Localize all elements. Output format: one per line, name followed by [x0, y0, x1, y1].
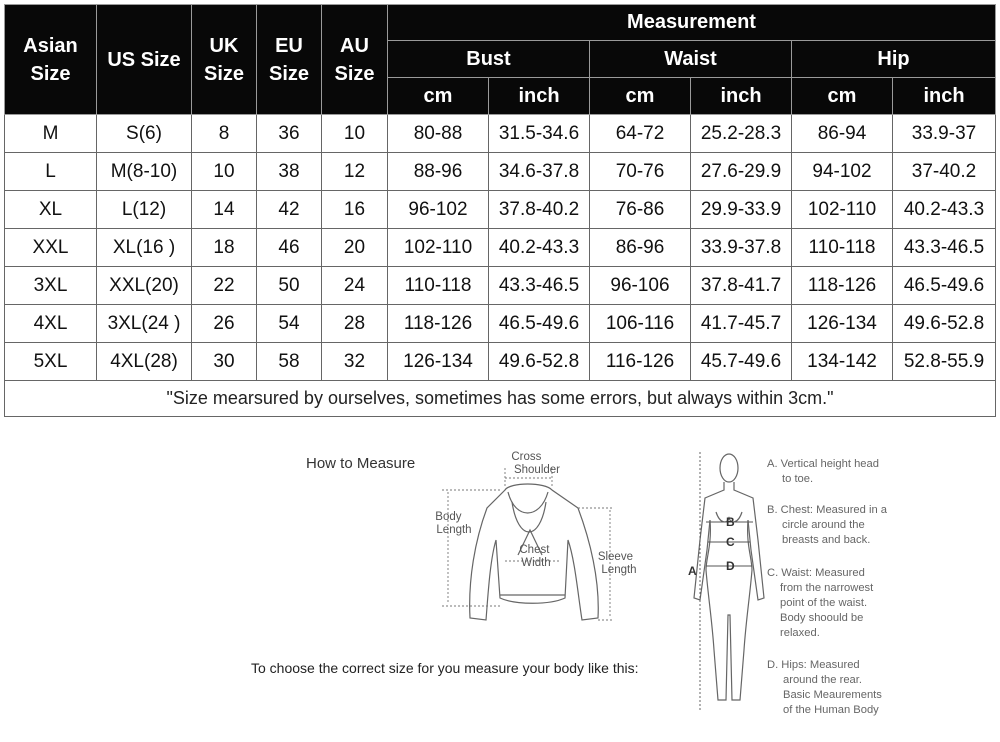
size-table-body [5, 115, 996, 381]
sleeve-length-label: Sleeve Length [597, 551, 637, 576]
cell-us-size: 4XL(28) [97, 343, 192, 381]
chest-width-label: Chest Width [519, 544, 551, 569]
note-c: C. Waist: Measured from the narrowest point of the waist. Body shoould be relaxed. [767, 567, 874, 639]
cell-au-size: 32 [322, 343, 388, 381]
cell-hip-cm: 94-102 [792, 153, 893, 191]
cell-hip-cm: 118-126 [792, 267, 893, 305]
cell-uk-size: 30 [192, 343, 257, 381]
cell-eu-size: 50 [257, 267, 322, 305]
cell-bust-cm: 110-118 [388, 267, 489, 305]
cell-hip-cm: 134-142 [792, 343, 893, 381]
cell-bust-cm: 88-96 [388, 153, 489, 191]
cell-us-size: L(12) [97, 191, 192, 229]
cell-eu-size: 54 [257, 305, 322, 343]
header-hip-cm: cm [792, 78, 893, 115]
cell-waist-inch: 41.7-45.7 [691, 305, 792, 343]
body-length-label: Body Length [435, 511, 472, 536]
body-figure [694, 454, 764, 700]
cell-waist-inch: 37.8-41.7 [691, 267, 792, 305]
cell-asian-size: XXL [5, 229, 97, 267]
cell-eu-size: 42 [257, 191, 322, 229]
cell-us-size: M(8-10) [97, 153, 192, 191]
cell-asian-size: M [5, 115, 97, 153]
cell-uk-size: 22 [192, 267, 257, 305]
header-uk-size: UK Size [192, 5, 257, 115]
cell-eu-size: 38 [257, 153, 322, 191]
cell-us-size: XL(16 ) [97, 229, 192, 267]
cell-hip-cm: 86-94 [792, 115, 893, 153]
table-row [5, 153, 996, 191]
cell-eu-size: 36 [257, 115, 322, 153]
header-bust-cm: cm [388, 78, 489, 115]
cell-waist-cm: 64-72 [590, 115, 691, 153]
cell-uk-size: 10 [192, 153, 257, 191]
cell-uk-size: 8 [192, 115, 257, 153]
header-hip-inch: inch [893, 78, 996, 115]
note-a: A. Vertical height head to toe. [767, 458, 879, 485]
cell-hip-inch: 49.6-52.8 [893, 305, 996, 343]
cell-au-size: 28 [322, 305, 388, 343]
cell-uk-size: 26 [192, 305, 257, 343]
cell-bust-inch: 46.5-49.6 [489, 305, 590, 343]
header-measurement: Measurement [388, 5, 996, 41]
cell-hip-inch: 43.3-46.5 [893, 229, 996, 267]
table-row [5, 343, 996, 381]
header-us-size: US Size [97, 5, 192, 115]
header-bust-inch: inch [489, 78, 590, 115]
cross-shoulder-label: Cross Shoulder [511, 451, 561, 476]
cell-bust-inch: 37.8-40.2 [489, 191, 590, 229]
cell-hip-inch: 37-40.2 [893, 153, 996, 191]
cell-bust-cm: 126-134 [388, 343, 489, 381]
cell-hip-inch: 40.2-43.3 [893, 191, 996, 229]
header-eu-size: EU Size [257, 5, 322, 115]
cell-uk-size: 18 [192, 229, 257, 267]
cell-bust-cm: 118-126 [388, 305, 489, 343]
body-letters: A B C D [688, 515, 735, 578]
note-b: B. Chest: Measured in a circle around the breasts and back. [767, 504, 888, 546]
cell-asian-size: XL [5, 191, 97, 229]
cell-waist-inch: 27.6-29.9 [691, 153, 792, 191]
cell-us-size: 3XL(24 ) [97, 305, 192, 343]
cell-waist-inch: 29.9-33.9 [691, 191, 792, 229]
cell-asian-size: 3XL [5, 267, 97, 305]
cell-waist-cm: 96-106 [590, 267, 691, 305]
header-asian-size: Asian Size [5, 5, 97, 115]
note-d: D. Hips: Measured around the rear. Basic Meaurements of the Human Body [767, 659, 882, 716]
header-waist-inch: inch [691, 78, 792, 115]
cell-waist-cm: 116-126 [590, 343, 691, 381]
cell-au-size: 24 [322, 267, 388, 305]
header-bust: Bust [388, 41, 590, 78]
cell-bust-cm: 102-110 [388, 229, 489, 267]
cell-waist-inch: 25.2-28.3 [691, 115, 792, 153]
header-waist: Waist [590, 41, 792, 78]
choose-size-text: To choose the correct size for you measure your body like this: [251, 660, 639, 676]
cell-us-size: S(6) [97, 115, 192, 153]
cell-hip-cm: 126-134 [792, 305, 893, 343]
cell-hip-cm: 110-118 [792, 229, 893, 267]
cell-eu-size: 46 [257, 229, 322, 267]
cell-waist-cm: 86-96 [590, 229, 691, 267]
cell-uk-size: 14 [192, 191, 257, 229]
header-hip: Hip [792, 41, 996, 78]
cell-au-size: 10 [322, 115, 388, 153]
table-row [5, 229, 996, 267]
cell-bust-cm: 80-88 [388, 115, 489, 153]
cell-bust-inch: 31.5-34.6 [489, 115, 590, 153]
header-au-size: AU Size [322, 5, 388, 115]
cell-au-size: 20 [322, 229, 388, 267]
cell-waist-cm: 106-116 [590, 305, 691, 343]
measure-guide [0, 430, 1000, 737]
cell-hip-cm: 102-110 [792, 191, 893, 229]
cell-bust-inch: 34.6-37.8 [489, 153, 590, 191]
cell-waist-inch: 45.7-49.6 [691, 343, 792, 381]
cell-hip-inch: 46.5-49.6 [893, 267, 996, 305]
table-row [5, 115, 996, 153]
cell-hip-inch: 33.9-37 [893, 115, 996, 153]
cell-bust-cm: 96-102 [388, 191, 489, 229]
cell-bust-inch: 43.3-46.5 [489, 267, 590, 305]
table-row [5, 267, 996, 305]
table-row [5, 191, 996, 229]
cell-bust-inch: 40.2-43.3 [489, 229, 590, 267]
how-to-measure-title: How to Measure [306, 455, 416, 472]
table-row [5, 305, 996, 343]
measurement-note: "Size mearsured by ourselves, sometimes has some errors, but always within 3cm." [5, 381, 996, 417]
cell-au-size: 16 [322, 191, 388, 229]
cell-asian-size: L [5, 153, 97, 191]
cell-bust-inch: 49.6-52.8 [489, 343, 590, 381]
cell-hip-inch: 52.8-55.9 [893, 343, 996, 381]
size-chart-table [4, 4, 996, 417]
cell-waist-cm: 70-76 [590, 153, 691, 191]
cell-au-size: 12 [322, 153, 388, 191]
cell-asian-size: 5XL [5, 343, 97, 381]
cell-eu-size: 58 [257, 343, 322, 381]
header-waist-cm: cm [590, 78, 691, 115]
cell-asian-size: 4XL [5, 305, 97, 343]
cell-waist-cm: 76-86 [590, 191, 691, 229]
cell-us-size: XXL(20) [97, 267, 192, 305]
cell-waist-inch: 33.9-37.8 [691, 229, 792, 267]
